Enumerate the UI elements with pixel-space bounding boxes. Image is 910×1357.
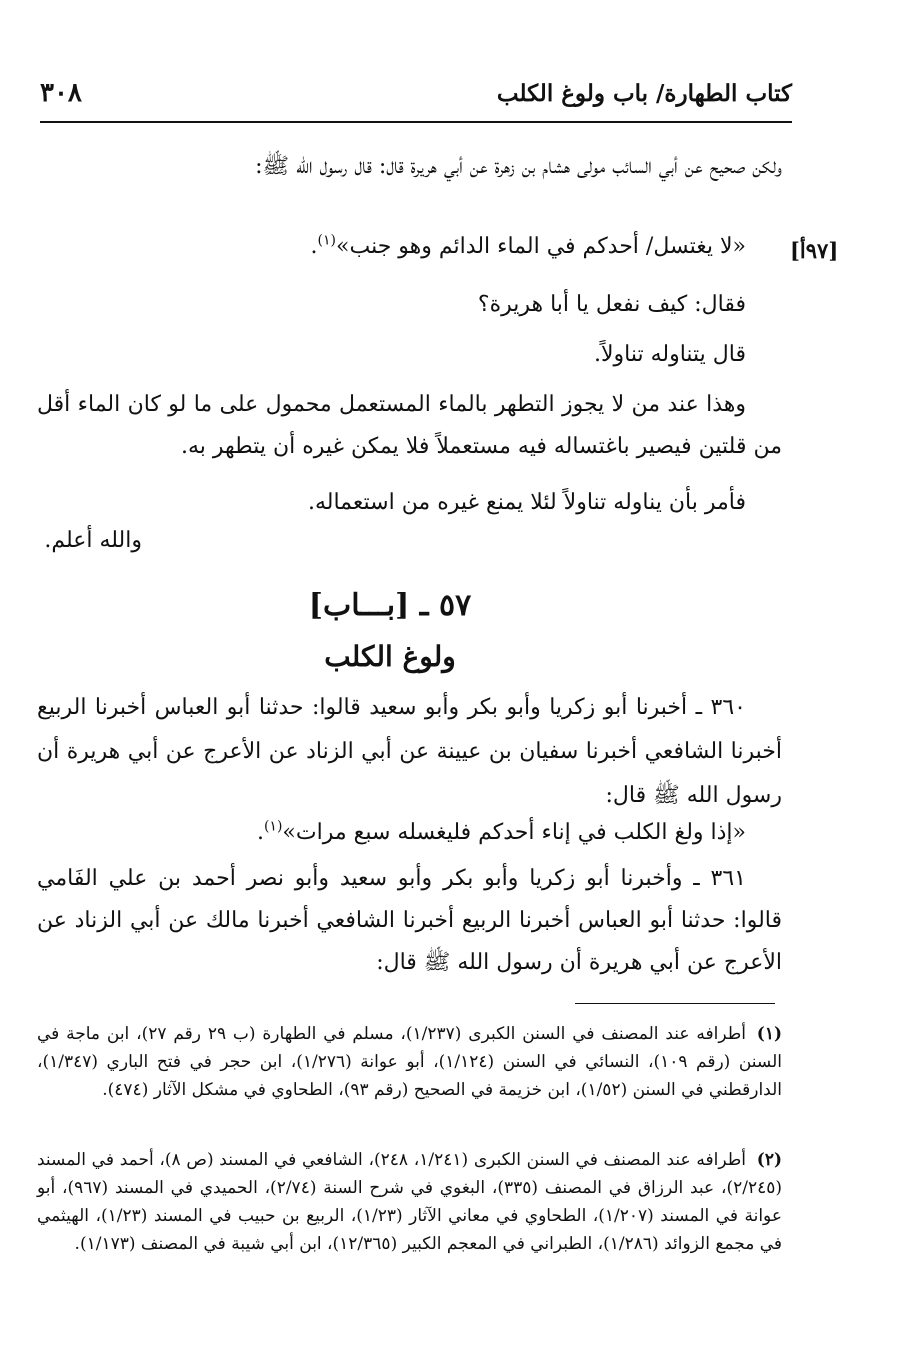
footnote-text: أطرافه عند المصنف في السنن الكبرى (١/٢٤١، ٢٤٨)، الشافعي في المسند (ص ٨)، أحمد في المسند (٢/٢٤٥)، عبد الرزاق في المصنف (٣٣٥)، البغوي في شرح السنة (٢/٧٤)، الحميدي في المسند (٩٦٧)، أبو عوانة في المسند (١/٢٠٧)، الطحاوي في معاني الآثار (١/٢٣)، الربيع بن حبيب في المسند (١/٢٣)، الهيثمي في مجمع الزوائد (١/٢٨٦)، الطبراني في المعجم الكبير (١٢/٣٦٥)، ابن أبي شيبة في المصنف (١/١٧٣). [37, 1150, 782, 1254]
hadith-quote-1 [37, 226, 782, 268]
footnote-text: أطرافه عند المصنف في السنن الكبرى (١/٢٣٧)، مسلم في الطهارة (ب ٢٩ رقم ٢٧)، ابن ماجة في السنن (رقم ١٠٩)، النسائي في السنن (١/١٢٤)، أبو عوانة (١/٢٧٦)، ابن حجر في فتح الباري (١/٣٤٧)، الدارقطني في السنن (١/٥٢)، ابن خزيمة في الصحيح (رقم ٩٣)، الطحاوي في مشكل الآثار (٤٧٤). [37, 1024, 782, 1100]
quote-text: «لا يغتسل/ أحدكم في الماء الدائم وهو جنب» [336, 234, 746, 259]
chapter-title: ولوغ الكلب [324, 640, 456, 673]
footnote-ref-1: (١) [317, 232, 337, 249]
chapter-heading: ٥٧ ـ [بـــاب] [308, 588, 472, 623]
footnote-divider [575, 1003, 775, 1004]
hadith-361: ٣٦١ ـ وأخبرنا أبو زكريا وأبو بكر وأبو سعيد وأبو نصر أحمد بن علي الفَامي قالوا: حدثنا أبو العباس أخبرنا الربيع أخبرنا الشافعي أخبرنا مالك عن أبي الزناد عن الأعرج عن أبي هريرة أن رسول الله ﷺ قال: [37, 866, 782, 975]
manuscript-folio-marker: [٩٧أ] [790, 238, 839, 263]
footnote-number: (٢) [756, 1150, 783, 1170]
page-header [40, 78, 792, 118]
footnote-2 [37, 1146, 782, 1258]
header-divider [40, 121, 792, 123]
running-title: كتاب الطهارة/ باب ولوغ الكلب [496, 80, 792, 107]
hadith-360: ٣٦٠ ـ أخبرنا أبو زكريا وأبو بكر وأبو سعيد قالوا: حدثنا أبو العباس أخبرنا الربيع أخبرنا الشافعي أخبرنا سفيان بن عيينة عن أبي الزناد عن الأعرج عن أبي هريرة أن رسول الله ﷺ قال: [37, 695, 782, 808]
closing-phrase: والله أعلم. [44, 528, 142, 553]
paragraph-answer: قال يتناوله تناولاً. [593, 342, 746, 367]
hadith-quote-2 [37, 812, 782, 854]
paragraph-question: فقال: كيف نفعل يا أبا هريرة؟ [477, 292, 746, 317]
paragraph-1: ولكن صحيح عن أبي السائب مولى هشام بن زهرة عن أبي هريرة قال: قال رسول الله ﷺ: [255, 154, 782, 179]
paragraph-conclusion: فأمر بأن يناوله تناولاً لئلا يمنع غيره من استعماله. [307, 490, 746, 515]
footnote-number: (١) [756, 1024, 782, 1044]
paragraph-commentary: وهذا عند من لا يجوز التطهر بالماء المستعمل محمول على ما لو كان الماء أقل من قلتين فيصير باغتساله فيه مستعملاً فلا يمكن غيره أن يتطهر به. [37, 392, 782, 459]
footnote-ref-2: (١) [263, 818, 283, 835]
quote-end: . [256, 820, 264, 845]
footnote-1 [37, 1020, 782, 1104]
quote-end: . [310, 234, 318, 259]
page-number: ٣٠٨ [40, 78, 82, 108]
quote-text: «إذا ولغ الكلب في إناء أحدكم فليغسله سبع مرات» [282, 820, 746, 845]
